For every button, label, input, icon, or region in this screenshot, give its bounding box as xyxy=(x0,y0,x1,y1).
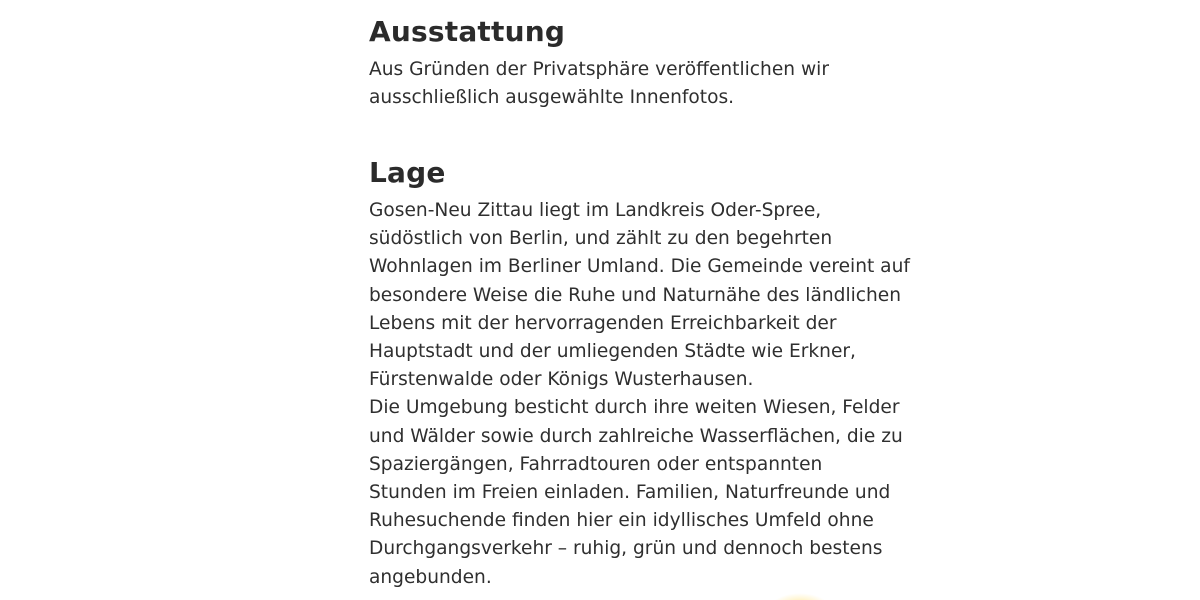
text-line: Lebens mit der hervorragenden Erreichbarkeit der xyxy=(369,312,837,334)
text-line: besondere Weise die Ruhe und Naturnähe des ländlichen xyxy=(369,284,902,306)
section-text-ausstattung xyxy=(369,56,839,112)
text-line: Ruhesuchende finden hier ein idyllisches Umfeld ohne xyxy=(369,510,874,532)
section-text-lage xyxy=(369,197,910,592)
section-title-lage: Lage xyxy=(369,156,446,189)
text-line: Wohnlagen im Berliner Umland. Die Gemeinde vereint auf xyxy=(369,256,910,278)
text-line: südöstlich von Berlin, und zählt zu den begehrten xyxy=(369,228,833,250)
text-line: Aus Gründen der Privatsphäre veröffentlichen wir xyxy=(369,59,829,80)
text-line: Durchgangsverkehr – ruhig, grün und dennoch bestens xyxy=(369,538,883,560)
text-line: Gosen-Neu Zittau liegt im Landkreis Oder-Spree, xyxy=(369,200,822,221)
text-line: Die Umgebung besticht durch ihre weiten Wiesen, Felder xyxy=(369,397,900,419)
text-line: angebunden. xyxy=(369,566,492,588)
text-line: ausschließlich ausgewählte Innenfotos. xyxy=(369,87,735,109)
text-line: Stunden im Freien einladen. Familien, Naturfreunde und xyxy=(369,482,891,504)
text-line: Spaziergängen, Fahrradtouren oder entspannten xyxy=(369,453,823,475)
text-line: und Wälder sowie durch zahlreiche Wasserflächen, die zu xyxy=(369,425,903,447)
sun-decoration xyxy=(770,593,830,600)
section-title-ausstattung: Ausstattung xyxy=(369,15,566,48)
text-line: Hauptstadt und der umliegenden Städte wie Erkner, xyxy=(369,341,856,363)
text-line: Fürstenwalde oder Königs Wusterhausen. xyxy=(369,369,754,391)
